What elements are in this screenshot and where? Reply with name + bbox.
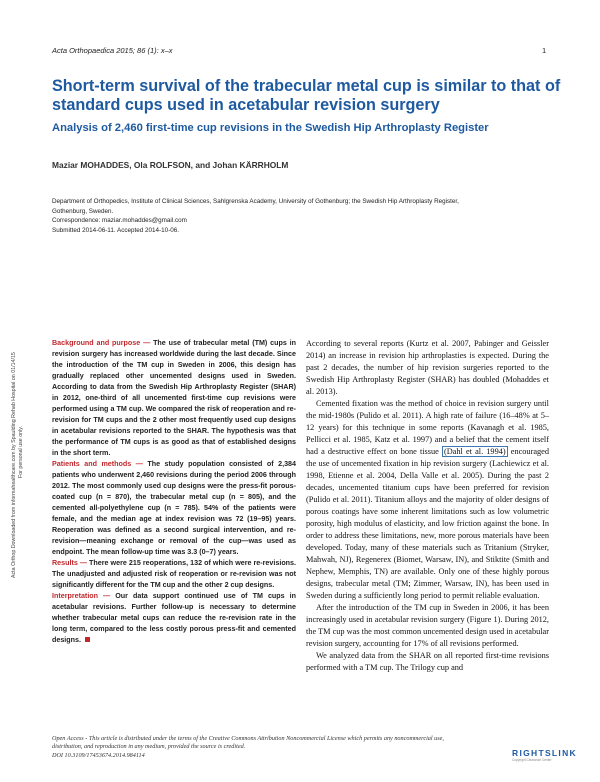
abstract-interpretation [52,591,296,646]
rightslink-logo[interactable] [512,748,577,762]
rightslink-wordmark: RIGHTSLINK [512,748,577,758]
affiliation-block [52,197,552,235]
body-column [306,338,549,674]
page-number: 1 [542,46,547,55]
doi: DOI 10.3109/17453674.2014.984114 [52,751,145,759]
authors: Maziar MOHADDES, Ola ROLFSON, and Johan KÄRRHOLM [52,160,289,170]
body-paragraph [306,398,549,602]
abstract-text: The use of trabecular metal (TM) cups in revision surgery has increased worldwide during the last decade. Since the introduction of the TM cup in Sweden in 2006, this design has gradually replaced other uncemented designs used in Sweden. According to data from the Swedish Hip Arthroplasty Register (SHAR) in 2012, one-third of all uncemented first-time cup revisions were performed using a TM cup. We compared the risk of reoperation and re-revision for TM cups and the 2 other most frequently used cup designs in acetabular revisions reported to the SHAR. The hypothesis was that the performance of TM cups is as good as that of established designs in the short term. [52,339,296,457]
abstract-background [52,338,296,459]
body-text: encouraged the use of uncemented fixation in hip revision surgery (Lachiewicz et al. 1998, Etienne et al. 2004, Della Valle et al. 2005). During the past 2 decades, uncemented titanium cups have been preferred for revision (Pulido et al. 2011). Titanium alloys and the majority of older designs of porous coatings have some inherent limitations such as low volumetric porosity, high modulus of elasticity, and low friction against the bone. In order to address these limitations, new, more porous materials have been developed. Today, many of these materials such as Tritanium (Stryker, Mahwah, NJ), Regenerex (Biomet, Warsaw, IN), and Stiktite (Smith and Nephew, Memphis, TN) are available. Only one of these highly porous designs, trabecular metal (TM; Zimmer, Warsaw, IN), has been used in Sweden during a sufficiently long period to permit reliable evaluation. [306,447,549,600]
citation-link[interactable]: (Dahl et al. 1994) [443,447,506,456]
body-paragraph: According to several reports (Kurtz et al. 2007, Pabinger and Geissler 2014) an increase in revision hip arthroplasties is expected. During the past 2 decades, the number of hip revision surgeries reported to the Swedish Hip Arthroplasty Register (SHAR) has doubled (Mohaddes et al. 2013). [306,339,549,396]
download-notice [11,148,25,578]
license-line: distribution, and reproduction in any medium, provided the source is credited. [52,743,246,751]
license-line: Open Access - This article is distributed under the terms of the Creative Commons Attribution Noncommercial License which permits any noncommercial use, [52,735,444,742]
end-mark-icon [85,637,90,642]
body-text: Cemented fixation was the method of choice in revision surgery until the mid-1980s (Pulido et al. 2011). A high rate of failure (16–48% at 5–12 years) for this technique in some reports (Kavanagh et al. 1985, Pellicci et al. 1985, Katz et al. 1997) and a belief that the cement itself had a destructive effect on bone tissue [306,399,549,456]
abstract-text: There were 215 reoperations, 132 of which were re-revisions. The unadjusted and adjusted risk of reoperation or re-revision was not significantly different for the TM cup and the other 2 cup designs. [52,559,296,589]
license-footer [52,735,552,760]
abstract [52,338,296,646]
body-paragraph: After the introduction of the TM cup in Sweden in 2006, it has been increasingly used in acetabular revision surgery (Figure 1). During 2012, the TM cup was the most common uncemented design used in acetabular revision surgery, accounting for 17% of all revisions performed. [306,603,549,648]
correspondence: Correspondence: maziar.mohaddes@gmail.com [52,217,187,225]
rightslink-tagline: Copyright Clearance Center [512,758,552,762]
body-paragraph: We analyzed data from the SHAR on all reported first-time revisions performed with a TM cup. The Trilogy cup and [306,651,549,672]
download-notice-line: For personal use only. [18,425,24,478]
download-notice-line: Acta Orthop Downloaded from informahealthcare.com by Spaulding Rehab Hospital on 01/14/15 [11,352,17,578]
abstract-head-background: Background and purpose — [52,339,154,347]
affiliation-line: Department of Orthopedics, Institute of Clinical Sciences, Sahlgrenska Academy, University of Gothenburg; the Swedish Hip Arthroplasty Register, [52,198,459,205]
abstract-results [52,558,296,591]
abstract-text: The study population consisted of 2,384 patients who underwent 2,460 revisions during the period 2006 through 2012. The most commonly used cup designs were the press-fit porous-coated cup (n = 870), the trabecular metal cup (n = 805), and the cemented all-polyethylene cup (n = 785). 54% of the patients were female, and the median age at index revision was 72 (19–95) years. Reoperation was defined as a second surgical intervention, and re-revision—meaning exchange or removal of the cup—was used as endpoint. The mean follow-up time was 3.3 (0–7) years. [52,460,296,556]
article-title: Short-term survival of the trabecular metal cup is similar to that of standard cups used in acetabular revision surgery [52,77,561,114]
article-subtitle: Analysis of 2,460 first-time cup revisions in the Swedish Hip Arthroplasty Register [52,122,489,134]
abstract-head-methods: Patients and methods — [52,460,148,468]
abstract-text: Our data support continued use of TM cups in acetabular revisions. Further follow-up is necessary to determine whether trabecular metal cups can reduce the re-revision rate in the long term, compared to the less costly porous press-fit and cemented designs. [52,592,296,644]
abstract-head-interpretation: Interpretation — [52,592,116,600]
abstract-methods [52,459,296,558]
affiliation-line: Gothenburg, Sweden. [52,207,114,215]
journal-header: Acta Orthopaedica 2015; 86 (1): x–x [52,46,173,55]
submission-dates: Submitted 2014-06-11. Accepted 2014-10-06. [52,226,179,234]
abstract-head-results: Results — [52,559,90,567]
